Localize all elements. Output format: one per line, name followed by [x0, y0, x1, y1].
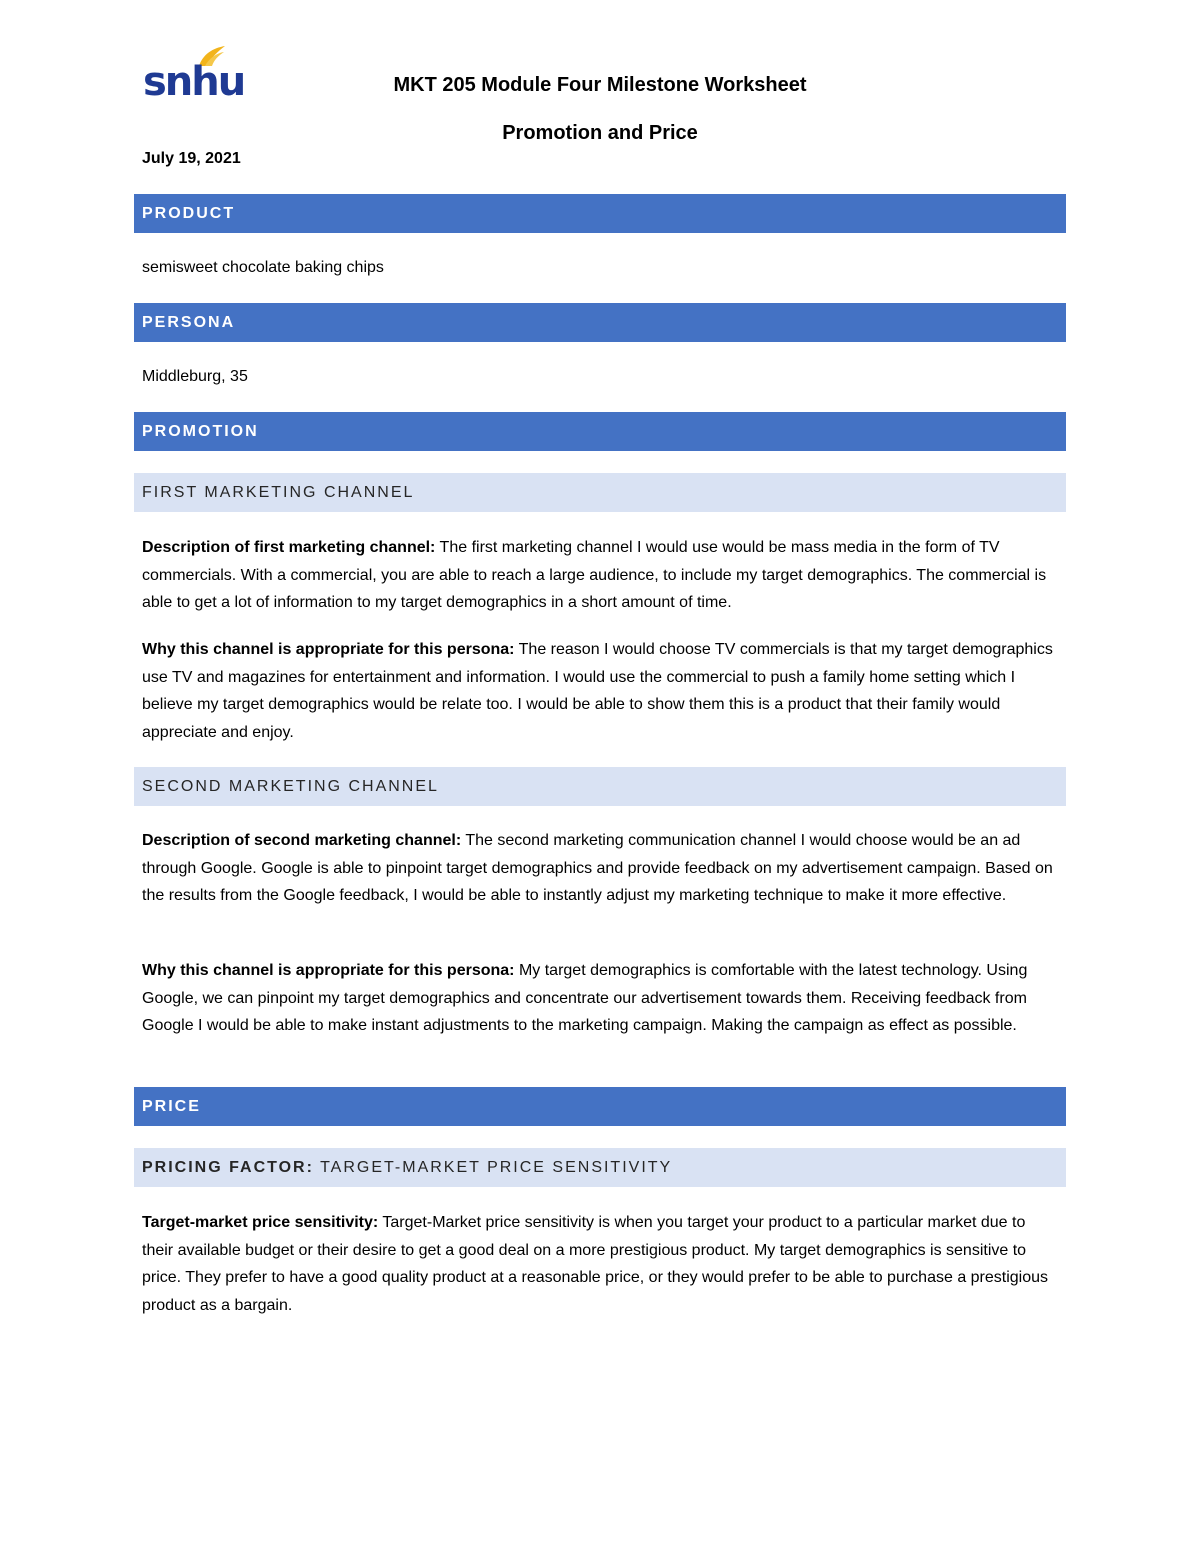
section-heading-promotion: PROMOTION — [134, 412, 1066, 451]
second-channel-description — [142, 827, 1060, 910]
document-date: July 19, 2021 — [142, 150, 241, 167]
price-sensitivity-body: Target-Market price sensitivity is when you target your product to a particular market due to their available budget or their desire to get a good deal on a more prestigious product. My target demographics is sensitive to price. They prefer to have a good quality product at a reasonable price, or they would prefer to be able to purchase a prestigious product as a bargain. — [142, 1214, 1049, 1314]
price-sensitivity-text — [142, 1209, 1060, 1319]
first-channel-description-label: Description of first marketing channel: — [142, 539, 436, 556]
document-subtitle: Promotion and Price — [502, 122, 698, 144]
subheading-first-channel: FIRST MARKETING CHANNEL — [134, 473, 1066, 512]
subheading-pricing-factor — [134, 1148, 1066, 1187]
second-channel-why-text: My target demographics is comfortable with the latest technology. Using Google, we can pinpoint my target demographics and concentrate our advertisement towards them. Receiving feedback from Google I would be able to make instant adjustments to the marketing campaign. Making the campaign as effect as possible. — [142, 962, 1028, 1034]
product-value: semisweet chocolate baking chips — [142, 259, 384, 276]
persona-value: Middleburg, 35 — [142, 368, 248, 385]
section-heading-product: PRODUCT — [134, 194, 1066, 233]
first-channel-description — [142, 534, 1060, 617]
section-heading-persona: PERSONA — [134, 303, 1066, 342]
price-sensitivity-label: Target-market price sensitivity: — [142, 1214, 379, 1231]
second-channel-description-label: Description of second marketing channel: — [142, 832, 462, 849]
first-channel-why — [142, 636, 1060, 746]
second-channel-description-text: The second marketing communication channel I would choose would be an ad through Google. Google is able to pinpoint target demographics and provide feedback on my advertisement campaign. Based on the results from the Google feedback, I would be able to instantly adjust my marketing technique to make it more effective. — [142, 832, 1053, 904]
subheading-second-channel: SECOND MARKETING CHANNEL — [134, 767, 1066, 806]
document-title: MKT 205 Module Four Milestone Worksheet — [393, 74, 807, 96]
pricing-factor-label: PRICING FACTOR: — [142, 1158, 314, 1176]
pricing-factor-value: TARGET-MARKET PRICE SENSITIVITY — [313, 1158, 673, 1176]
first-channel-description-text: The first marketing channel I would use would be mass media in the form of TV commercials. With a commercial, you are able to reach a large audience, to include my target demographics. The commercial is able to get a lot of information to my target demographics in a short amount of time. — [142, 539, 1047, 611]
logo-text: snhu — [143, 59, 245, 105]
second-channel-why-label: Why this channel is appropriate for this persona: — [142, 962, 515, 979]
section-heading-price: PRICE — [134, 1087, 1066, 1126]
second-channel-why — [142, 957, 1060, 1040]
first-channel-why-label: Why this channel is appropriate for this persona: — [142, 641, 515, 658]
first-channel-why-text: The reason I would choose TV commercials is that my target demographics use TV and magazines for entertainment and information. I would use the commercial to push a family home setting which I believe my target demographics would be relate too. I would be able to show them this is a product that their family would appreciate and enjoy. — [142, 641, 1053, 741]
